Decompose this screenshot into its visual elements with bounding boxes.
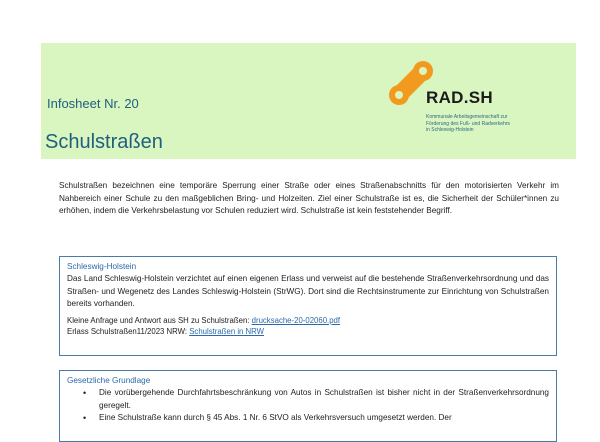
reference-line xyxy=(67,315,549,326)
sheet-number: Infosheet Nr. 20 xyxy=(47,96,139,111)
legal-basis-box xyxy=(59,370,557,442)
header-banner xyxy=(41,43,576,159)
box-heading: Schleswig-Holstein xyxy=(67,262,137,271)
schleswig-holstein-box xyxy=(59,256,557,356)
nrw-link[interactable]: Schulstraßen in NRW xyxy=(189,326,265,336)
logo-subtitle xyxy=(426,114,536,134)
logo-subtitle-line: Kommunale Arbeitsgemeinschaft zur xyxy=(426,114,508,120)
bullet-list xyxy=(67,387,549,425)
list-item: • Die vorübergehende Durchfahrtsbeschränkung von Autos in Schulstraßen ist bisher nicht in der Straßenverkehrsordnung geregelt. xyxy=(99,387,549,412)
intro-paragraph: Schulstraßen bezeichnen eine temporäre Sperrung einer Straße oder eines Straßenabschnitts für den motorisierten Verkehr im Nahbereich einer Schule zu den maßgeblichen Bring- und Holzeiten. Ziel einer Schulstraße ist es, die Sicherheit der Schüler*innen zu erhöhen, indem die Verkehrsbelastung vor Schulen reduziert wird. Schulstraße ist kein feststehender Begriff. xyxy=(59,181,559,215)
logo-name: RAD.SH xyxy=(426,88,493,107)
logo-subtitle-line: in Schleswig-Holstein xyxy=(426,127,474,133)
reference-label: Kleine Anfrage und Antwort aus SH zu Schulstraßen: xyxy=(67,315,250,325)
box-text: Das Land Schleswig-Holstein verzichtet auf einen eigenen Erlass und verweist auf die bestehende Straßenverkehrsordnung und das Straßen- und Wegenetz des Landes Schleswig-Holstein (StrWG). Dort sind die Rechtsinstrumente zur Einrichtung von Schulstraßen bereits vorhanden. xyxy=(67,274,549,308)
logo-subtitle-line: Förderung des Fuß- und Radverkehrs xyxy=(426,120,510,127)
rad-sh-logo xyxy=(387,57,562,153)
list-item: • Eine Schulstraße kann durch § 45 Abs. 1 Nr. 6 StVO als Verkehrsversuch umgesetzt werden. Der xyxy=(99,412,549,425)
reference-label: Erlass Schulstraßen11/2023 NRW: xyxy=(67,326,188,336)
box-heading: Gesetzliche Grundlage xyxy=(67,376,151,385)
reference-line xyxy=(67,326,549,337)
references xyxy=(67,315,549,337)
drucksache-link[interactable]: drucksache-20-02060.pdf xyxy=(251,315,341,325)
page-title: Schulstraßen xyxy=(45,131,163,153)
